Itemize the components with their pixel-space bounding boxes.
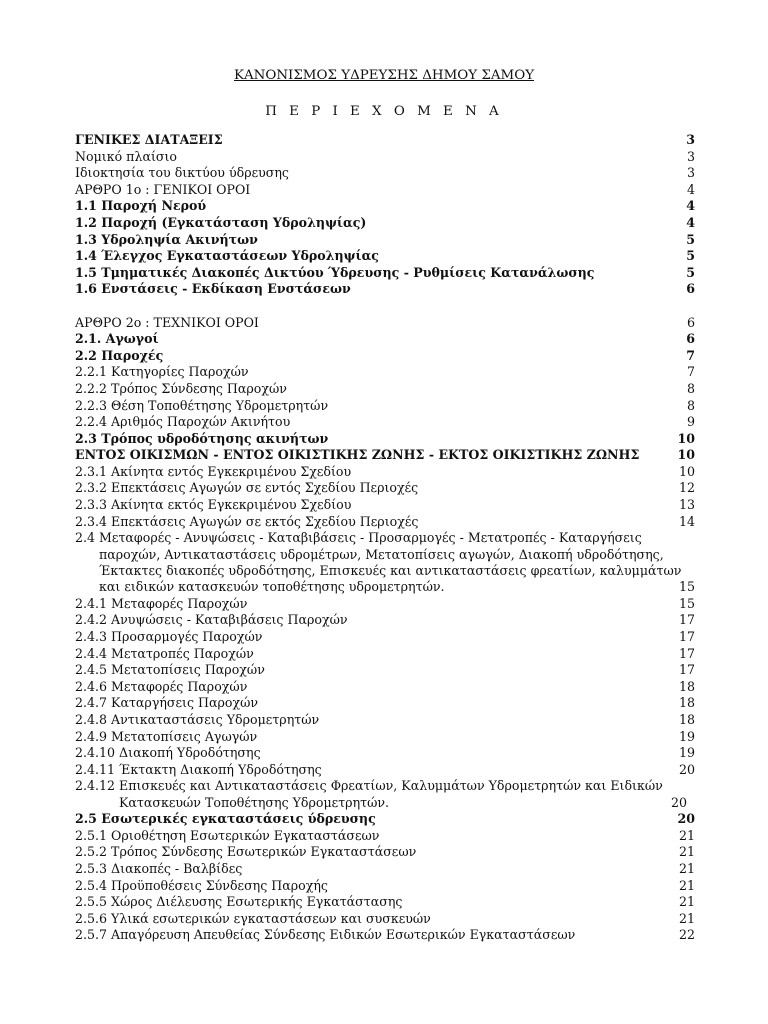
toc-entry[interactable] [75, 629, 695, 646]
toc-entry-line: 2.4 Μεταφορές - Ανυψώσεις - Καταβιβάσεις - Προσαρμογές - Μετατροπές - Καταργήσεις [75, 530, 642, 546]
toc-entry[interactable] [75, 646, 695, 663]
toc-entry[interactable] [75, 828, 695, 845]
toc-entry-title: 2.4.8 Αντικαταστάσεις Υδρομετρητών [75, 711, 320, 727]
toc-entry[interactable] [75, 530, 695, 596]
toc-entry-page-number: 22 [678, 927, 695, 943]
toc-entry[interactable] [75, 927, 695, 944]
toc-entry[interactable] [75, 331, 695, 348]
toc-entry[interactable] [75, 811, 695, 828]
toc-entry-page-number: 20 [670, 794, 687, 810]
toc-entry-title: 2.2.2 Τρόπος Σύνδεσης Παροχών [75, 380, 287, 396]
toc-entry-page-number: 20 [678, 761, 695, 777]
toc-entry-title: 2.4.4 Μετατροπές Παροχών [75, 645, 254, 661]
toc-entry-page-number: 6 [686, 331, 695, 347]
toc-entry-page-number: 17 [678, 662, 695, 678]
toc-entry[interactable] [75, 281, 695, 298]
toc-entry-page-number: 3 [686, 165, 695, 181]
toc-entry-title: 2.1. Αγωγοί [75, 331, 159, 347]
toc-entry-page-number: 21 [678, 844, 695, 860]
toc-entry[interactable] [75, 182, 695, 199]
toc-entry-page-number: 15 [678, 595, 695, 611]
toc-entry-title: 1.6 Ενστάσεις - Εκδίκαση Ενστάσεων [75, 281, 351, 297]
toc-entry-page-number: 12 [678, 480, 695, 496]
toc-entry[interactable] [75, 662, 695, 679]
toc-entry-title: 1.4 Έλεγχος Εγκαταστάσεων Υδροληψίας [75, 248, 379, 264]
toc-entry[interactable] [75, 878, 695, 895]
toc-entry-page-number: 5 [686, 248, 695, 264]
toc-entry-title: 2.5.2 Τρόπος Σύνδεσης Εσωτερικών Εγκαταστάσεων [75, 844, 417, 860]
toc-entry[interactable] [75, 695, 695, 712]
toc-entry-page-number: 13 [678, 497, 695, 513]
toc-entry-title: 2.3.3 Ακίνητα εκτός Εγκεκριμένου Σχεδίου [75, 497, 352, 513]
toc-entry-page-number: 4 [686, 198, 695, 214]
toc-entry[interactable] [75, 248, 695, 265]
toc-entry[interactable] [75, 381, 695, 398]
toc-entry-page-number: 20 [677, 811, 695, 827]
toc-entry[interactable] [75, 364, 695, 381]
toc-entry-page-number: 6 [686, 314, 695, 330]
toc-entry-page-number: 21 [678, 910, 695, 926]
toc-entry-title: ΑΡΘΡΟ 1ο : ΓΕΝΙΚΟΙ ΟΡΟΙ [75, 181, 251, 197]
toc-entry[interactable] [75, 480, 695, 497]
toc-entry-title: 2.2.4 Αριθμός Παροχών Ακινήτου [75, 414, 291, 430]
toc-entry[interactable] [75, 861, 695, 878]
toc-entry[interactable] [75, 215, 695, 232]
toc-entry-page-number: 3 [686, 148, 695, 164]
toc-entry-title: 2.2 Παροχές [75, 347, 164, 363]
toc-entry-title: 2.4.10 Διακοπή Υδροδότησης [75, 745, 261, 761]
toc-entry[interactable] [75, 514, 695, 531]
toc-entry[interactable] [75, 762, 695, 779]
toc-entry-page-number: 18 [678, 711, 695, 727]
toc-entry-title: ΕΝΤΟΣ ΟΙΚΙΣΜΩΝ - ΕΝΤΟΣ ΟΙΚΙΣΤΙΚΗΣ ΖΩΝΗΣ - ΕΚΤΟΣ ΟΙΚΙΣΤΙΚΗΣ ΖΩΝΗΣ [75, 447, 640, 463]
toc-entry-page-number: 21 [678, 877, 695, 893]
toc-entry-title: 2.5.7 Απαγόρευση Απευθείας Σύνδεσης Ειδικών Εσωτερικών Εγκαταστάσεων [75, 927, 576, 943]
toc-entry-title: 2.4.6 Μεταφορές Παροχών [75, 678, 248, 694]
toc-entry-title: 2.2.3 Θέση Τοποθέτησης Υδρομετρητών [75, 397, 329, 413]
toc-entry[interactable] [75, 431, 695, 448]
toc-entry[interactable] [75, 745, 695, 762]
toc-entry-page-number: 17 [678, 629, 695, 644]
toc-entry-title: 2.5.6 Υλικά εσωτερικών εγκαταστάσεων και συσκευών [75, 910, 431, 926]
toc-entry[interactable] [75, 165, 695, 182]
toc-entry-page-number: 14 [678, 513, 695, 529]
toc-entry-page-number: 5 [686, 231, 695, 247]
toc-entry-title: 2.5.3 Διακοπές - Βαλβίδες [75, 860, 243, 876]
toc-entry-page-number: 15 [678, 579, 695, 595]
toc-entry-line: 2.4.12 Επισκευές και Αντικαταστάσεις Φρεατίων, Καλυμμάτων Υδρομετρητών και Ειδικών [75, 778, 663, 794]
toc-entry-page-number: 18 [678, 695, 695, 711]
toc-entry-title: 1.2 Παροχή (Εγκατάσταση Υδροληψίας) [75, 214, 367, 230]
toc-entry-page-number: 19 [678, 728, 695, 744]
toc-entry-page-number: 4 [686, 214, 695, 230]
toc-entry-title: 2.4.9 Μετατοπίσεις Αγωγών [75, 728, 258, 744]
toc-entry-page-number: 10 [677, 430, 695, 446]
toc-entry-page-number: 17 [678, 645, 695, 661]
toc-entry[interactable] [75, 911, 695, 928]
toc-entry[interactable] [75, 265, 695, 282]
toc-entry[interactable] [75, 778, 695, 811]
toc-entry[interactable] [75, 132, 695, 149]
toc-entry[interactable] [75, 712, 695, 729]
toc-entry-title: 1.1 Παροχή Νερού [75, 198, 207, 214]
toc-entry-title: 2.5.1 Οριοθέτηση Εσωτερικών Εγκαταστάσεων [75, 827, 380, 843]
toc-entry-title: 1.5 Τμηματικές Διακοπές Δικτύου Ύδρευσης - Ρυθμίσεις Κατανάλωσης [75, 264, 595, 280]
toc-entry-page-number: 3 [686, 132, 695, 147]
toc-entry-title: 2.4.7 Καταργήσεις Παροχών [75, 695, 259, 711]
toc-entry-title: 2.4.5 Μετατοπίσεις Παροχών [75, 662, 265, 678]
toc-entry-page-number: 6 [686, 281, 695, 297]
toc-entry[interactable] [75, 596, 695, 613]
toc-entry-title: 2.4.11 Έκτακτη Διακοπή Υδροδότησης [75, 761, 322, 777]
toc-entry[interactable] [75, 497, 695, 514]
toc-entry-page-number: 17 [678, 612, 695, 628]
toc-entry-line: Έκτακτες διακοπές υδροδότησης, Επισκευές και αντικαταστάσεις φρεατίων, καλυμμάτων [99, 563, 682, 579]
toc-entry-title: 2.3.2 Επεκτάσεις Αγωγών σε εντός Σχεδίου Περιοχές [75, 480, 419, 496]
toc-entry-title: 2.3.1 Ακίνητα εντός Εγκεκριμένου Σχεδίου [75, 463, 352, 479]
toc-entry-title: ΑΡΘΡΟ 2ο : ΤΕΧΝΙΚΟΙ ΟΡΟΙ [75, 314, 259, 330]
toc-entry-page-number: 7 [686, 364, 695, 380]
toc-entry[interactable] [75, 844, 695, 861]
toc-heading: Π Ε Ρ Ι Ε Χ Ο Μ Ε Ν Α [265, 104, 503, 119]
toc-entry-page-number: 7 [686, 347, 695, 363]
toc-entry-line: και ειδικών κατασκευών τοποθέτησης υδρομετρητών. [99, 579, 445, 595]
toc-entry-title: ΓΕΝΙΚΕΣ ΔΙΑΤΑΞΕΙΣ [75, 132, 223, 147]
toc-entry[interactable] [75, 398, 695, 415]
toc-entry[interactable] [75, 464, 695, 481]
toc-entry-title: 2.3.4 Επεκτάσεις Αγωγών σε εκτός Σχεδίου Περιοχές [75, 513, 419, 529]
toc-entry[interactable] [75, 232, 695, 249]
toc-entry[interactable] [75, 149, 695, 166]
toc-entry-line: Κατασκευών Τοποθέτησης Υδρομετρητών. [119, 794, 390, 810]
toc-entry-title: 2.5.5 Χώρος Διέλευσης Εσωτερικής Εγκατάστασης [75, 894, 403, 910]
toc-entry[interactable] [75, 612, 695, 629]
toc-entry-title: 2.3 Τρόπος υδροδότησης ακινήτων [75, 430, 329, 446]
document-title: ΚΑΝΟΝΙΣΜΟΣ ΥΔΡΕΥΣΗΣ ΔΗΜΟΥ ΣΑΜΟΥ [233, 68, 535, 83]
toc-entry[interactable] [75, 198, 695, 215]
toc-entry[interactable] [75, 315, 695, 332]
toc-entry-title: 2.4.3 Προσαρμογές Παροχών [75, 629, 263, 644]
toc-entry-title: 2.5.4 Προϋποθέσεις Σύνδεσης Παροχής [75, 877, 328, 893]
toc-entry-title: 2.5 Εσωτερικές εγκαταστάσεις ύδρευσης [75, 811, 376, 827]
toc-entry-page-number: 4 [686, 181, 695, 197]
toc-entry-page-number: 8 [686, 397, 695, 413]
toc-entry[interactable] [75, 729, 695, 746]
toc-entry-title: Ιδιοκτησία του δικτύου ύδρευσης [75, 165, 289, 181]
toc-entry-title: 2.4.1 Μεταφορές Παροχών [75, 595, 248, 611]
toc-entry[interactable] [75, 414, 695, 431]
table-of-contents [75, 132, 695, 944]
toc-entry-page-number: 21 [678, 894, 695, 910]
toc-entry[interactable] [75, 894, 695, 911]
toc-entry-line: παροχών, Αντικαταστάσεις υδρομέτρων, Μετατοπίσεις αγωγών, Διακοπή υδροδότησης, [99, 546, 664, 562]
toc-entry[interactable] [75, 348, 695, 365]
toc-entry-title: Νομικό πλαίσιο [75, 148, 177, 164]
toc-entry-page-number: 5 [686, 264, 695, 280]
toc-entry-title: 2.2.1 Κατηγορίες Παροχών [75, 364, 249, 380]
toc-entry-page-number: 10 [677, 447, 695, 463]
toc-entry-page-number: 21 [678, 827, 695, 843]
toc-entry-page-number: 10 [678, 463, 695, 479]
toc-entry-page-number: 18 [678, 678, 695, 694]
toc-entry-page-number: 8 [686, 380, 695, 396]
toc-entry-title: 1.3 Υδροληψία Ακινήτων [75, 231, 258, 247]
toc-entry-page-number: 21 [678, 860, 695, 876]
toc-entry-page-number: 19 [678, 745, 695, 761]
toc-entry[interactable] [75, 447, 695, 464]
toc-entry[interactable] [75, 679, 695, 696]
toc-entry-page-number: 9 [686, 414, 695, 430]
toc-entry-title: 2.4.2 Ανυψώσεις - Καταβιβάσεις Παροχών [75, 612, 348, 628]
